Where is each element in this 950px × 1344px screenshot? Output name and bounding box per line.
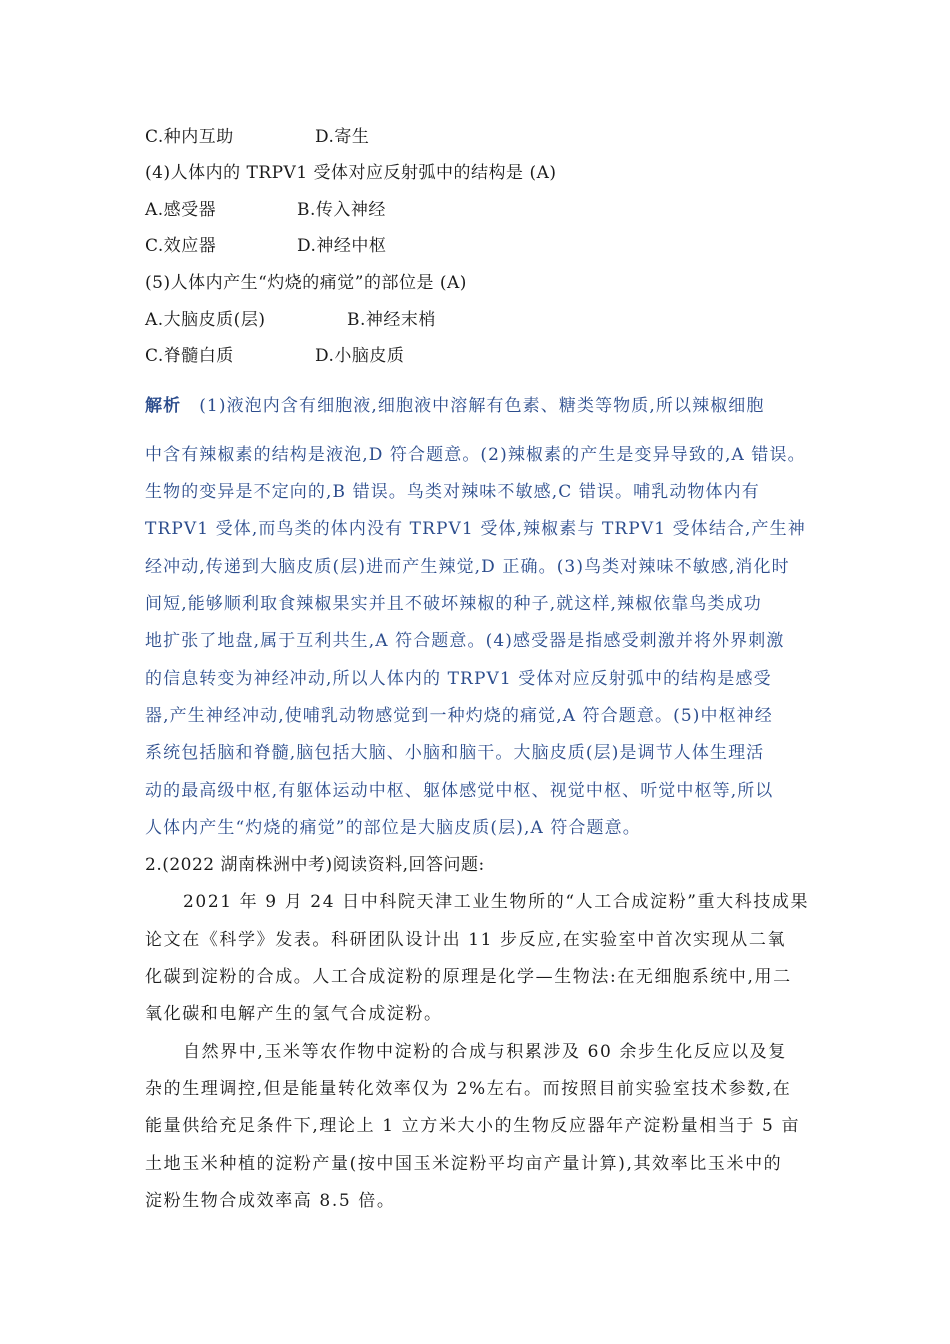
- analysis-line-11: 动的最高级中枢,有躯体运动中枢、躯体感觉中枢、视觉中枢、听觉中枢等,所以: [145, 781, 774, 801]
- analysis-line-5: 经冲动,传递到大脑皮质(层)进而产生辣觉,D 正确。(3)鸟类对辣味不敏感,消化时: [145, 557, 790, 577]
- analysis-line-12: 人体内产生“灼烧的痛觉”的部位是大脑皮质(层),A 符合题意。: [145, 818, 641, 838]
- q4-option-c: C.效应器: [145, 236, 217, 256]
- q2-paragraph2-line-4: 土地玉米种植的淀粉产量(按中国玉米淀粉平均亩产量计算),其效率比玉米中的: [145, 1154, 783, 1174]
- q4-option-a: A.感受器: [145, 200, 217, 220]
- q3-option-row-cd: [145, 126, 370, 148]
- q2-paragraph1-line-4: 氧化碳和电解产生的氢气合成淀粉。: [145, 1004, 443, 1024]
- q4-option-row-ab: [145, 199, 386, 221]
- q2-paragraph2-line-3: 能量供给充足条件下,理论上 1 立方米大小的生物反应器年产淀粉量相当于 5 亩: [145, 1116, 801, 1136]
- q5-option-c: C.脊髓白质: [145, 346, 234, 366]
- analysis-line-10: 系统包括脑和脊髓,脑包括大脑、小脑和脑干。大脑皮质(层)是调节人体生理活: [145, 743, 765, 763]
- q2-paragraph2-line-5: 淀粉生物合成效率高 8.5 倍。: [145, 1191, 396, 1211]
- q5-option-a: A.大脑皮质(层): [145, 310, 266, 330]
- q2-paragraph1-line-3: 化碳到淀粉的合成。人工合成淀粉的原理是化学—生物法:在无细胞系统中,用二: [145, 967, 792, 987]
- analysis-line-9: 器,产生神经冲动,使哺乳动物感觉到一种灼烧的痛觉,A 符合题意。(5)中枢神经: [145, 706, 773, 726]
- analysis-line-2: 中含有辣椒素的结构是液泡,D 符合题意。(2)辣椒素的产生是变异导致的,A 错误。: [145, 445, 806, 465]
- q4-option-d: D.神经中枢: [297, 236, 387, 256]
- q5-option-row-ab: [145, 309, 436, 331]
- analysis-line-7: 地扩张了地盘,属于互利共生,A 符合题意。(4)感受器是指感受刺激并将外界刺激: [145, 631, 785, 651]
- q2-paragraph1-line-1: 2021 年 9 月 24 日中科院天津工业生物所的“人工合成淀粉”重大科技成果: [183, 892, 810, 912]
- q2-paragraph1-line-2: 论文在《科学》发表。科研团队设计出 11 步反应,在实验室中首次实现从二氧: [145, 930, 787, 950]
- analysis-line-6: 间短,能够顺利取食辣椒果实并且不破坏辣椒的种子,就这样,辣椒依靠鸟类成功: [145, 594, 762, 614]
- analysis-line-3: 生物的变异是不定向的,B 错误。鸟类对辣味不敏感,C 错误。哺乳动物体内有: [145, 482, 760, 502]
- q4-stem: (4)人体内的 TRPV1 受体对应反射弧中的结构是 (A): [145, 163, 557, 183]
- question-2-heading: 2.(2022 湖南株洲中考)阅读资料,回答问题:: [145, 855, 485, 875]
- q3-option-d: D.寄生: [315, 127, 370, 147]
- analysis-text: (1)液泡内含有细胞液,细胞液中溶解有色素、糖类等物质,所以辣椒细胞: [199, 396, 765, 416]
- q5-stem: (5)人体内产生“灼烧的痛觉”的部位是 (A): [145, 273, 467, 293]
- analysis-line-4: TRPV1 受体,而鸟类的体内没有 TRPV1 受体,辣椒素与 TRPV1 受体结合,产生神: [145, 519, 806, 539]
- q2-paragraph2-line-1: 自然界中,玉米等农作物中淀粉的合成与积累涉及 60 余步生化反应以及复: [183, 1042, 787, 1062]
- q5-option-d: D.小脑皮质: [315, 346, 405, 366]
- analysis-line-1: [145, 395, 765, 417]
- analysis-line-8: 的信息转变为神经冲动,所以人体内的 TRPV1 受体对应反射弧中的结构是感受: [145, 669, 772, 689]
- q4-option-row-cd: [145, 235, 387, 257]
- q2-paragraph2-line-2: 杂的生理调控,但是能量转化效率仅为 2%左右。而按照目前实验室技术参数,在: [145, 1079, 792, 1099]
- q4-option-b: B.传入神经: [297, 200, 386, 220]
- q3-option-c: C.种内互助: [145, 127, 234, 147]
- analysis-label: 解析: [145, 396, 182, 416]
- q5-option-b: B.神经末梢: [347, 310, 436, 330]
- q5-option-row-cd: [145, 345, 405, 367]
